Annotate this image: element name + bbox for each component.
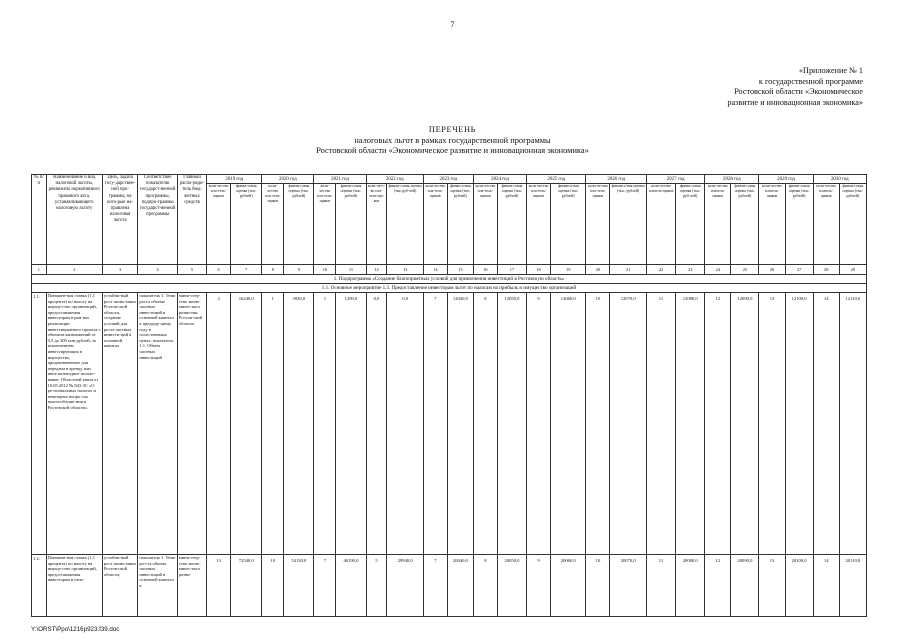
subprogram-title: 1. Подпрограмма «Создание благоприятных условий для привлечения инвестиций в Ростовскую область» (32, 275, 867, 284)
column-number-cell: 25 (731, 265, 759, 275)
column-number-cell: 26 (759, 265, 785, 275)
measure-title: 1.1. Основное мероприятие 1.3. Предоставление инвесторам льгот по налогам на прибыль и имущество организаций (32, 284, 867, 293)
appendix-line: «Приложение № 1 (798, 66, 863, 75)
financial-estimate-cell: 20070,0 (610, 555, 646, 617)
column-number-cell: 6 (207, 265, 231, 275)
column-number-cell: 17 (497, 265, 526, 275)
financial-estimate-cell: 12080,0 (676, 293, 705, 555)
row-index: 1.1. (32, 293, 47, 555)
benefit-name-cell: Понижен-ная ставка (1,1 процента) по налогу на имуще-ство организаций, предоставляемая инвесторам в рам-ках реализации инвестиционного проекта с объемом капвложений от 0,5 до 300 млн рублей, за исключением инвестирующих в имущество, предназначенное для передачи в аренду или иное возмездное пользо-вание. Областной закон от 10.05.2012 № 843-ЗС «О ре-гиональных налогах и некоторых вопро-сах налогообложе-ния в Ростовской области» (46, 293, 102, 555)
financial-estimate-cell: 12050,0 (497, 293, 526, 555)
column-number-row (32, 265, 867, 275)
payers-count-cell: 7 (423, 293, 447, 555)
payers-count-cell: 11 (646, 293, 675, 555)
tax-benefits-table (31, 174, 867, 617)
financial-estimate-cell: 1290,0 (336, 293, 366, 555)
admin-cell: мини-стер-ство эконо-мичес-кого разви-тия Ростов-ской области (177, 293, 206, 555)
financial-estimate-cell: 20090,0 (731, 555, 759, 617)
payers-count-cell: 8 (473, 293, 497, 555)
measure-row (32, 284, 867, 293)
financial-estimate-cell: 29940,0 (387, 555, 423, 617)
column-number-cell: 9 (284, 265, 314, 275)
payers-count-cell: 14 (813, 555, 839, 617)
financial-estimate-header: финан-совая оценка (тыс. рублей) (497, 184, 526, 265)
column-number-cell: 12 (366, 265, 387, 275)
payers-count-cell: 13 (207, 555, 231, 617)
payers-count-cell: 13 (759, 293, 785, 555)
table-row (32, 555, 867, 617)
year-header: 2023 год (423, 175, 473, 184)
payers-count-cell: 1 (314, 293, 336, 555)
benefit-name-cell: Понижен-ная ставка (1,1 процента) по налогу на имуще-ство организаций, предоставляемая инвесторам в отно- (46, 555, 102, 617)
financial-estimate-cell: 0,0 (387, 293, 423, 555)
column-number-cell: 29 (839, 265, 866, 275)
table-row (32, 293, 867, 555)
column-number-cell: 7 (231, 265, 262, 275)
payers-count-cell: 10 (586, 555, 610, 617)
year-header: 2019 год (207, 175, 262, 184)
payers-count-cell: 12 (705, 293, 731, 555)
column-number-cell: 2 (46, 265, 102, 275)
payers-count-cell: 9 (527, 293, 551, 555)
column-number-cell: 27 (785, 265, 813, 275)
header-goal: Цель, задача госу-дарствен-ной про-граммы, на кото-рые на-правлена налоговая льгота (102, 175, 137, 265)
column-number-cell: 18 (527, 265, 551, 275)
year-header: 2021 год (314, 175, 366, 184)
payers-count-header: коли-чество платель-щиков (705, 184, 731, 265)
year-header: 2022 год (366, 175, 423, 184)
column-number-cell: 24 (705, 265, 731, 275)
column-number-cell: 16 (473, 265, 497, 275)
payers-count-cell: 8 (473, 555, 497, 617)
financial-estimate-cell: 12100,0 (785, 293, 813, 555)
financial-estimate-cell: 20060,0 (551, 555, 586, 617)
payers-count-cell: 2 (207, 293, 231, 555)
payers-count-header: коли-чество пла-тель-щиков (423, 184, 447, 265)
column-number-cell: 14 (423, 265, 447, 275)
year-header: 2025 год (527, 175, 586, 184)
header-benefit-name: Наименование и вид налоговой льготы, реквизиты нормативного правового акта, устанавливающего налоговую льготу (46, 175, 102, 265)
column-number-cell: 13 (387, 265, 423, 275)
payers-count-cell: 10 (262, 555, 284, 617)
column-number-cell: 1 (32, 265, 47, 275)
payers-count-cell: 11 (646, 555, 675, 617)
payers-count-cell: 7 (423, 555, 447, 617)
year-header: 2026 год (586, 175, 646, 184)
payers-count-header: коли-чест-во пла-тель-щи-ков (366, 184, 387, 265)
appendix-line: к государственной программе (758, 76, 863, 86)
financial-estimate-cell: 16240,0 (231, 293, 262, 555)
title-line: ПЕРЕЧЕНЬ (428, 125, 477, 134)
year-header-row (32, 175, 867, 184)
financial-estimate-cell: 12060,0 (551, 293, 586, 555)
financial-estimate-cell: 12040,0 (447, 293, 473, 555)
year-header: 2028 год (705, 175, 759, 184)
subprogram-row (32, 275, 867, 284)
goal-cell: устойчи-вый рост эконо-мики Ростов-ской области, создание условий для роста частных инвести-ций в основной капитал (102, 293, 137, 555)
financial-estimate-cell: 20050,0 (497, 555, 526, 617)
column-number-cell: 23 (676, 265, 705, 275)
title-line: Ростовской области «Экономическое развитие и инновационная экономика» (316, 146, 589, 155)
payers-count-header: коли-чество пла-тель-щиков (527, 184, 551, 265)
appendix-note (673, 66, 863, 108)
payers-count-cell: 0,0 (366, 293, 387, 555)
financial-estimate-cell: 12110,0 (839, 293, 866, 555)
indicator-cell: показатель 1. Темп роста объема частных инвестиций в основной капитал к предыду-щему году в сопоставимых ценах; показатель 1.1. Объем частных инвестиций (138, 293, 178, 555)
financial-estimate-header: финан-совая оценка (тыс. рублей) (447, 184, 473, 265)
payers-count-header: коли-чество платель-щиков (759, 184, 785, 265)
header-indicator: Соответствие показателю государст-венной программы, подпро-граммы государст-венной программы (138, 175, 178, 265)
document-title (0, 125, 905, 157)
financial-estimate-header: финансо-вая оценка (тыс. рублей) (610, 184, 646, 265)
payers-count-header: коли-чество пла-тель-щиков (314, 184, 336, 265)
header-budget-admin: Главный распо-ряди-тель бюд-жетных средств (177, 175, 206, 265)
financial-estimate-cell: 12070,0 (610, 293, 646, 555)
financial-estimate-cell: 54130,0 (284, 555, 314, 617)
appendix-line: развитие и инновационная экономика» (727, 97, 863, 107)
financial-estimate-header: финан-совая оценка (тыс. руб-лей) (676, 184, 705, 265)
column-number-cell: 11 (336, 265, 366, 275)
financial-estimate-header: финан-совая оценка (тыс. рублей) (284, 184, 314, 265)
year-header: 2030 год (813, 175, 866, 184)
column-number-cell: 21 (610, 265, 646, 275)
payers-count-header: коли-чество пла-тель-щиков (262, 184, 284, 265)
financial-estimate-header: финансо-вая оценка (тыс. рублей) (551, 184, 586, 265)
column-number-cell: 10 (314, 265, 336, 275)
financial-estimate-cell: 20100,0 (785, 555, 813, 617)
payers-count-header: коли-чество пла-тель-щиков (207, 184, 231, 265)
file-path-footer: Y:\ORST\Ppo\1216p923.f39.doc (31, 626, 120, 633)
goal-cell: устойчи-вый рост эконо-мики Ростов-ской области, (102, 555, 137, 617)
financial-estimate-cell: 20110,0 (839, 555, 866, 617)
column-number-cell: 22 (646, 265, 675, 275)
payers-count-cell: 1 (262, 293, 284, 555)
column-number-cell: 5 (177, 265, 206, 275)
payers-count-header: коли-чество пла-тель-щиков (586, 184, 610, 265)
financial-estimate-header: финан-совая оценка (тыс. рублей) (785, 184, 813, 265)
financial-estimate-cell: 20080,0 (676, 555, 705, 617)
financial-estimate-cell: 3930,0 (284, 293, 314, 555)
payers-count-cell: 13 (759, 555, 785, 617)
header-number: № п/п (32, 175, 47, 265)
column-number-cell: 3 (102, 265, 137, 275)
row-index: 1.2. (32, 555, 47, 617)
payers-count-cell: 12 (705, 555, 731, 617)
financial-estimate-header: финан-совая оценка (тыс. рублей) (731, 184, 759, 265)
year-header: 2029 год (759, 175, 813, 184)
year-header: 2024 год (473, 175, 526, 184)
column-number-cell: 19 (551, 265, 586, 275)
column-number-cell: 4 (138, 265, 178, 275)
financial-estimate-cell: 12090,0 (731, 293, 759, 555)
year-header: 2027 год (646, 175, 704, 184)
financial-estimate-header: финан-совая оценка (тыс.руб-лей) (387, 184, 423, 265)
financial-estimate-cell: 20040,0 (447, 555, 473, 617)
column-number-cell: 15 (447, 265, 473, 275)
payers-count-cell: 5 (366, 555, 387, 617)
payers-count-header: коли-чество платель-щиков (646, 184, 675, 265)
column-number-cell: 20 (586, 265, 610, 275)
appendix-line: Ростовской области «Экономическое (734, 87, 863, 96)
title-line: налоговых льгот в рамках государственной программы (354, 135, 551, 145)
column-number-cell: 28 (813, 265, 839, 275)
financial-estimate-header: финан-совая оценка (тыс. рублей) (231, 184, 262, 265)
payers-count-cell: 9 (527, 555, 551, 617)
payers-count-header: коли-чество пла-тель-щиков (473, 184, 497, 265)
indicator-cell: показатель 1. Темп ро-ста объема частных инвестиций в основной капитал к (138, 555, 178, 617)
column-number-cell: 8 (262, 265, 284, 275)
year-header: 2020 год (262, 175, 314, 184)
payers-count-cell: 10 (586, 293, 610, 555)
financial-estimate-cell: 46190,0 (336, 555, 366, 617)
payers-count-header: коли-чество платель-щиков (813, 184, 839, 265)
financial-estimate-header: финан-совая оценка (тыс. рублей) (839, 184, 866, 265)
financial-estimate-header: финан-совая оценка (тыс. рублей) (336, 184, 366, 265)
page-number: 7 (450, 20, 455, 29)
financial-estimate-cell: 72540,0 (231, 555, 262, 617)
payers-count-cell: 7 (314, 555, 336, 617)
payers-count-cell: 14 (813, 293, 839, 555)
admin-cell: мини-стер-ство эконо-мичес-кого разви- (177, 555, 206, 617)
